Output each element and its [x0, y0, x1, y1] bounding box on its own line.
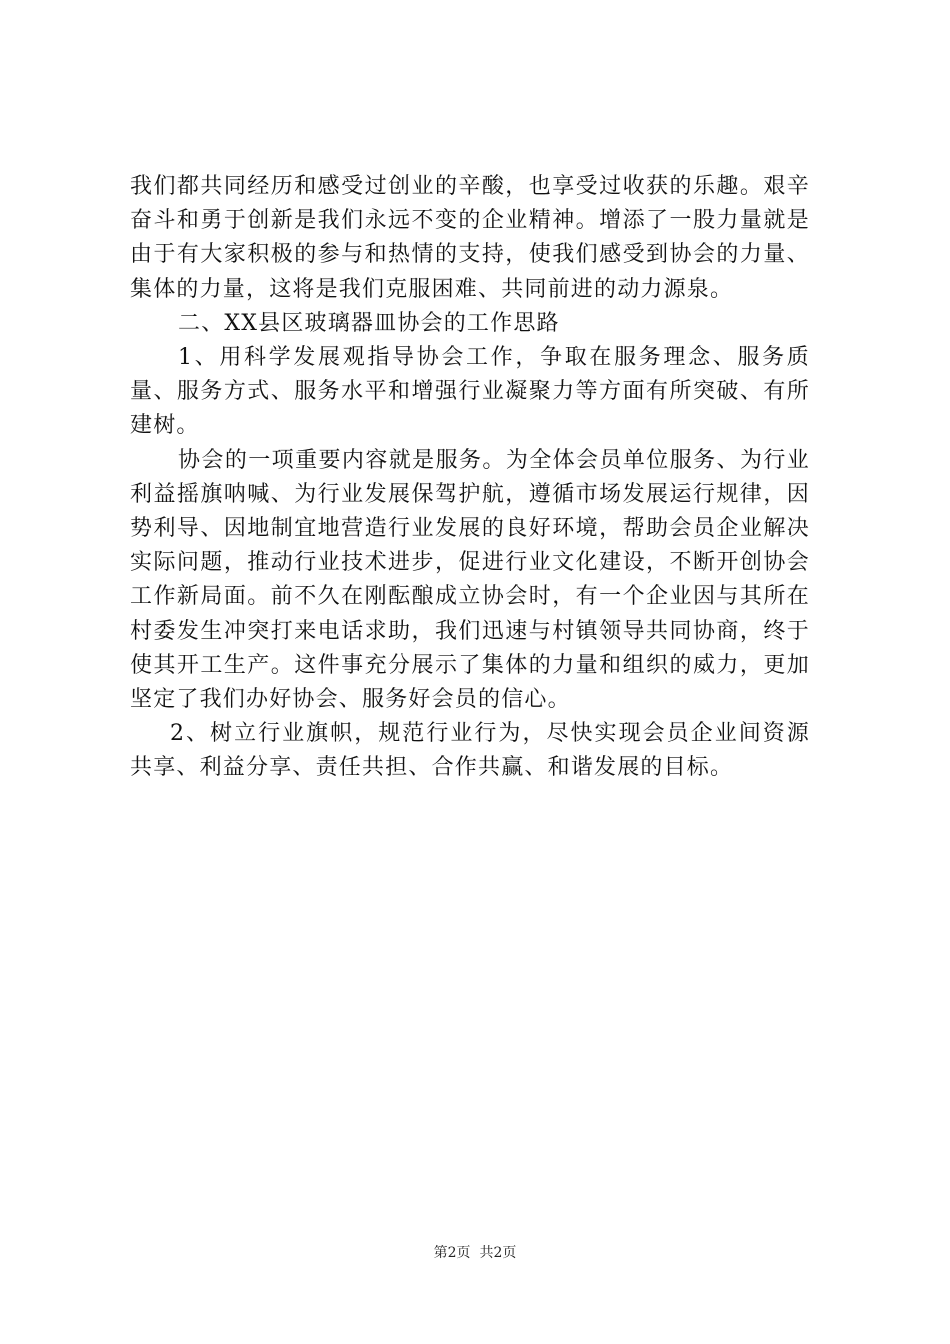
paragraph-intro: 我们都共同经历和感受过创业的辛酸，也享受过收获的乐趣。艰辛奋斗和勇于创新是我们永远不变的企业精神。增添了一股力量就是由于有大家积极的参与和热情的支持，使我们感受到协会的力量、集体的力量，这将是我们克服困难、共同前进的动力源泉。: [130, 174, 810, 302]
paragraph-service: 协会的一项重要内容就是服务。为全体会员单位服务、为行业利益摇旗呐喊、为行业发展保驾护航，遵循市场发展运行规律，因势利导、因地制宜地营造行业发展的良好环境，帮助会员企业解决实际问题，推动行业技术进步，促进行业文化建设，不断开创协会工作新局面。前不久在刚酝酿成立协会时，有一个企业因与其所在村委发生冲突打来电话求助，我们迅速与村镇领导共同协商，终于使其开工生产。这件事充分展示了集体的力量和组织的威力，更加坚定了我们办好协会、服务好会员的信心。: [130, 447, 810, 713]
section-heading: 二、XX县区玻璃器皿协会的工作思路: [178, 310, 560, 336]
paragraph-point-1: 1、用科学发展观指导协会工作，争取在服务理念、服务质量、服务方式、服务水平和增强行业凝聚力等方面有所突破、有所建树。: [130, 345, 810, 439]
paragraph-point-2: 2、树立行业旗帜，规范行业行为，尽快实现会员企业间资源共享、利益分享、责任共担、合作共赢、和谐发展的目标。: [130, 721, 810, 781]
document-body: [130, 170, 810, 786]
page-number-footer: 第2页 共2页: [433, 1245, 517, 1261]
